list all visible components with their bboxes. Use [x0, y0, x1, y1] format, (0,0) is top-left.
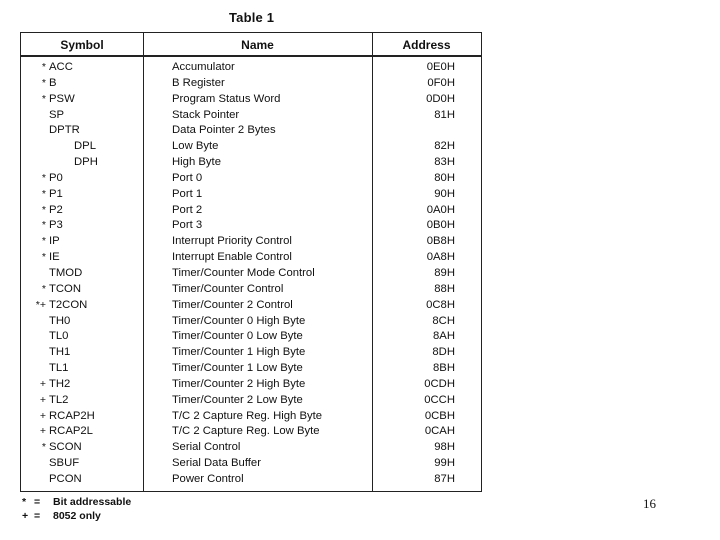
legend-equals: =: [34, 510, 41, 522]
symbol-text: B: [49, 76, 57, 89]
legend-text: 8052 only: [53, 510, 101, 522]
symbol-cell: [35, 76, 140, 92]
page-number: 16: [643, 496, 656, 511]
symbol-cell: [35, 424, 140, 440]
name-cell: Interrupt Enable Control: [172, 251, 292, 264]
symbol-cell: [35, 108, 140, 124]
table-row: [21, 345, 481, 361]
name-cell: Program Status Word: [172, 92, 281, 105]
name-cell: Port 0: [172, 171, 203, 184]
address-cell: 8BH: [433, 362, 455, 375]
symbol-text: PSW: [49, 92, 75, 105]
name-cell: Timer/Counter 1 Low Byte: [172, 362, 303, 375]
table-title: Table 1: [229, 10, 275, 25]
name-cell: Timer/Counter 0 Low Byte: [172, 330, 303, 343]
address-cell: 98H: [434, 441, 455, 454]
address-cell: 88H: [434, 282, 455, 295]
symbol-text: P3: [49, 219, 63, 232]
name-cell: T/C 2 Capture Reg. Low Byte: [172, 425, 320, 438]
table-body: [21, 60, 481, 488]
header-divider: [21, 55, 481, 57]
symbol-marker: *: [41, 251, 46, 264]
symbol-marker: *: [41, 187, 46, 200]
symbol-marker: +: [39, 409, 46, 422]
symbol-cell: [35, 139, 140, 155]
address-cell: 0A8H: [426, 251, 455, 264]
sfr-table: [20, 32, 482, 492]
symbol-text: DPL: [74, 140, 96, 153]
legend-item: [22, 495, 131, 509]
address-cell: 0E0H: [426, 61, 455, 73]
table-row: [21, 329, 481, 345]
symbol-marker: +: [39, 377, 46, 390]
symbol-marker: +: [39, 425, 46, 438]
header-symbol: Symbol: [60, 38, 104, 52]
table-row: [21, 393, 481, 409]
table-row: [21, 76, 481, 92]
symbol-text: RCAP2H: [49, 409, 95, 422]
symbol-marker: *: [41, 61, 46, 73]
symbol-cell: [35, 60, 140, 76]
symbol-text: TMOD: [49, 266, 83, 279]
symbol-marker: *: [41, 92, 46, 105]
symbol-cell: [35, 298, 140, 314]
table-row: [21, 250, 481, 266]
header-name: Name: [241, 38, 274, 52]
address-cell: 0CCH: [424, 393, 455, 406]
address-cell: 99H: [434, 457, 455, 470]
name-cell: Timer/Counter Control: [172, 282, 284, 295]
table-row: [21, 440, 481, 456]
symbol-cell: [35, 234, 140, 250]
symbol-cell: [35, 329, 140, 345]
symbol-cell: [35, 361, 140, 377]
table-row: [21, 92, 481, 108]
legend-key: *: [22, 496, 27, 508]
table-row: [21, 456, 481, 472]
address-cell: 82H: [434, 140, 455, 153]
table-row: [21, 266, 481, 282]
name-cell: Data Pointer 2 Bytes: [172, 124, 276, 137]
address-cell: 0A0H: [426, 203, 455, 216]
name-cell: Power Control: [172, 472, 244, 485]
name-cell: Interrupt Priority Control: [172, 235, 292, 248]
symbol-text: TL1: [49, 362, 69, 375]
symbol-marker: *: [41, 76, 46, 89]
symbol-cell: [35, 377, 140, 393]
table-row: [21, 171, 481, 187]
symbol-text: P2: [49, 203, 63, 216]
symbol-cell: [35, 472, 140, 488]
name-cell: Port 2: [172, 203, 203, 216]
symbol-text: TH2: [49, 377, 71, 390]
address-cell: 0B0H: [426, 219, 455, 232]
table-row: [21, 298, 481, 314]
name-cell: Timer/Counter 2 High Byte: [172, 377, 306, 390]
legend-item: [22, 509, 131, 523]
symbol-cell: [35, 456, 140, 472]
symbol-cell: [35, 282, 140, 298]
symbol-text: TH1: [49, 346, 71, 359]
symbol-text: SBUF: [49, 457, 80, 470]
symbol-cell: [35, 266, 140, 282]
address-cell: 87H: [434, 472, 455, 485]
symbol-cell: [35, 203, 140, 219]
header-address: Address: [402, 38, 451, 52]
symbol-text: SCON: [49, 441, 82, 454]
table-row: [21, 155, 481, 171]
legend-key: +: [22, 510, 29, 522]
address-cell: 0C8H: [426, 298, 455, 311]
symbol-text: P0: [49, 171, 63, 184]
symbol-text: P1: [49, 187, 63, 200]
legend-text: Bit addressable: [53, 496, 132, 508]
table-row: [21, 108, 481, 124]
table-row: [21, 314, 481, 330]
symbol-text: IE: [49, 251, 60, 264]
address-cell: 90H: [434, 187, 455, 200]
name-cell: T/C 2 Capture Reg. High Byte: [172, 409, 323, 422]
name-cell: Accumulator: [172, 61, 235, 73]
address-cell: 0CBH: [424, 409, 455, 422]
symbol-cell: [35, 92, 140, 108]
symbol-text: ACC: [49, 61, 73, 73]
table-row: [21, 60, 481, 76]
symbol-text: TL2: [49, 393, 69, 406]
table-row: [21, 234, 481, 250]
symbol-marker: *: [41, 441, 46, 454]
name-cell: Timer/Counter 1 High Byte: [172, 346, 306, 359]
symbol-marker: *: [41, 282, 46, 295]
table-row: [21, 409, 481, 425]
name-cell: Timer/Counter Mode Control: [172, 266, 315, 279]
table-row: [21, 472, 481, 488]
symbol-cell: [35, 123, 140, 139]
table-row: [21, 282, 481, 298]
table-row: [21, 187, 481, 203]
symbol-marker: *: [41, 235, 46, 248]
address-cell: 8AH: [433, 330, 455, 343]
address-cell: 0D0H: [426, 92, 455, 105]
legend-equals: =: [34, 496, 41, 508]
symbol-cell: [35, 171, 140, 187]
name-cell: B Register: [172, 76, 225, 89]
address-cell: 83H: [434, 156, 455, 169]
address-cell: 89H: [434, 266, 455, 279]
symbol-marker: *: [41, 171, 46, 184]
symbol-cell: [35, 393, 140, 409]
table-row: [21, 123, 481, 139]
address-cell: 80H: [434, 171, 455, 184]
name-cell: Serial Control: [172, 441, 241, 454]
name-cell: Port 1: [172, 187, 203, 200]
symbol-marker: +: [39, 393, 46, 406]
address-cell: 0CDH: [424, 377, 455, 390]
name-cell: Low Byte: [172, 140, 219, 153]
symbol-text: T2CON: [49, 298, 88, 311]
symbol-cell: [35, 187, 140, 203]
name-cell: Stack Pointer: [172, 108, 240, 121]
address-cell: 0F0H: [427, 76, 455, 89]
symbol-text: TCON: [49, 282, 82, 295]
symbol-marker: *: [41, 203, 46, 216]
table-row: [21, 361, 481, 377]
symbol-text: IP: [49, 235, 60, 248]
address-cell: 0B8H: [426, 235, 455, 248]
symbol-text: DPTR: [49, 124, 80, 137]
symbol-text: SP: [49, 108, 65, 121]
symbol-marker: *+: [35, 298, 46, 311]
symbol-cell: [35, 440, 140, 456]
symbol-text: TH0: [49, 314, 71, 327]
table-row: [21, 139, 481, 155]
table-row: [21, 377, 481, 393]
symbol-cell: [35, 250, 140, 266]
symbol-cell: [35, 409, 140, 425]
name-cell: High Byte: [172, 156, 221, 169]
symbol-text: RCAP2L: [49, 425, 93, 438]
symbol-cell: [35, 155, 140, 171]
name-cell: Timer/Counter 0 High Byte: [172, 314, 306, 327]
symbol-cell: [35, 218, 140, 234]
address-cell: 8CH: [432, 314, 455, 327]
table-row: [21, 218, 481, 234]
address-cell: 0CAH: [424, 425, 455, 438]
symbol-cell: [35, 345, 140, 361]
name-cell: Timer/Counter 2 Control: [172, 298, 293, 311]
name-cell: Timer/Counter 2 Low Byte: [172, 393, 303, 406]
address-cell: 8DH: [432, 346, 455, 359]
symbol-marker: *: [41, 219, 46, 232]
address-cell: 81H: [434, 108, 455, 121]
legend: [22, 495, 131, 523]
symbol-text: PCON: [49, 472, 82, 485]
symbol-text: DPH: [74, 156, 98, 169]
table-row: [21, 203, 481, 219]
symbol-text: TL0: [49, 330, 69, 343]
name-cell: Serial Data Buffer: [172, 457, 261, 470]
name-cell: Port 3: [172, 219, 203, 232]
symbol-cell: [35, 314, 140, 330]
table-row: [21, 424, 481, 440]
